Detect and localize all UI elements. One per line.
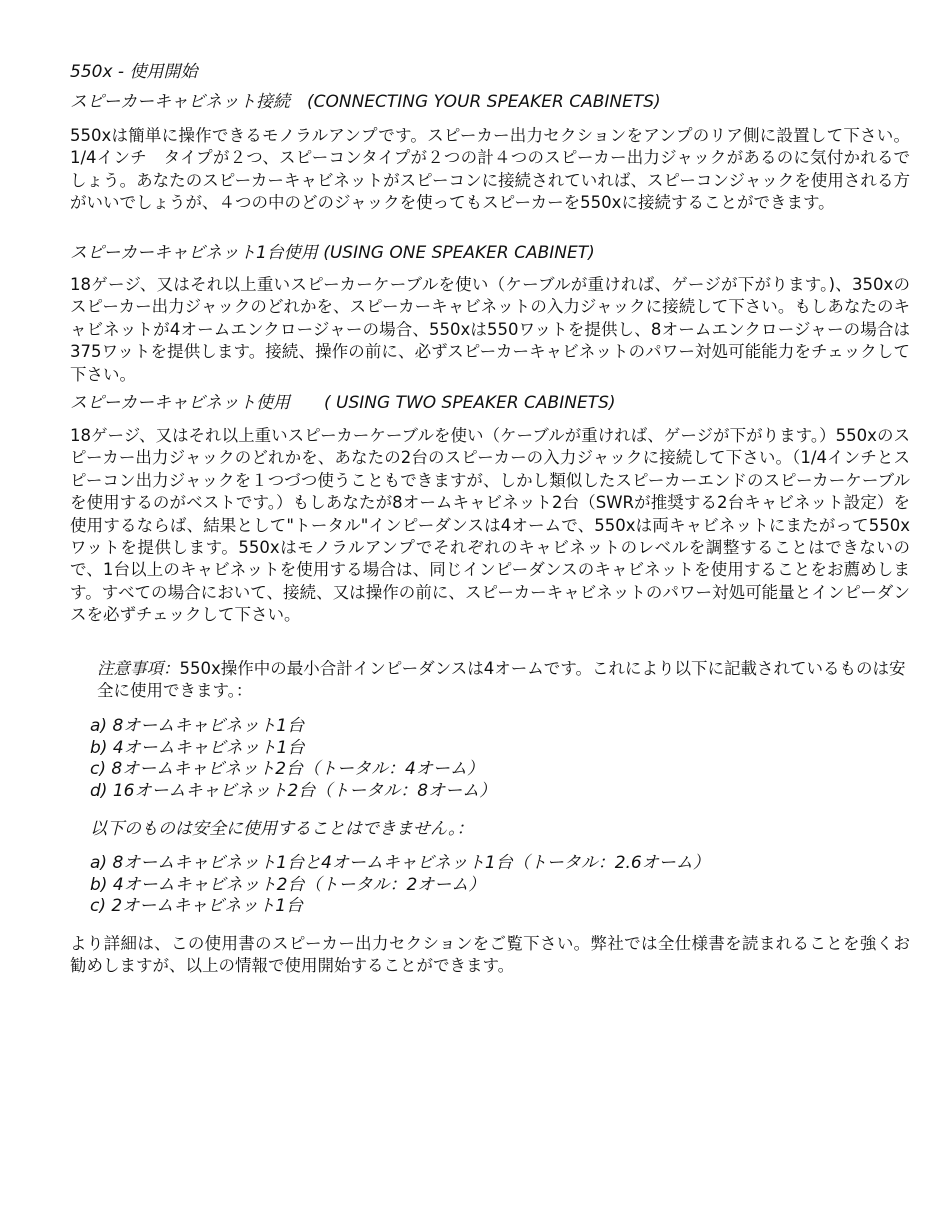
safe-configurations-list [90, 716, 496, 802]
unsafe-intro: 以下のものは安全に使用することはできません。： [90, 819, 474, 839]
list-item: a) 8オームキャビネット1台 [90, 716, 305, 736]
list-item: c) 2オームキャビネット1台 [90, 896, 304, 916]
caution-note [97, 658, 910, 703]
list-item: d) 16オームキャビネット2台（トータル：8オーム） [90, 780, 497, 801]
list-item: b) 4オームキャビネット2台（トータル：2オーム） [90, 874, 486, 895]
paragraph-one-cabinet: 18ゲージ、又はそれ以上重いスピーカーケーブルを使い（ケーブルが重ければ、ゲージが下がります。)、350xのスピーカー出力ジャックのどれかを、スピーカーキャビネットの入力ジャックに接続して下さい。もしあなたのキャビネットが4オームエンクロージャーの場合、550xは550ワットを提供し、8オームエンクロージャーの場合は375ワットを提供します。接続、操作の前に、必ずスピーカーキャビネットのパワー対処可能能力をチェックして下さい。 [70, 275, 910, 384]
section-heading-one-cabinet: スピーカーキャビネット1台使用 (USING ONE SPEAKER CABINET) [70, 243, 595, 263]
page-title: 550x - 使用開始 [70, 62, 198, 82]
section-heading-two-cabinets: スピーカーキャビネット使用 ( USING TWO SPEAKER CABINETS) [70, 393, 616, 413]
paragraph-connecting: 550xは簡単に操作できるモノラルアンプです。スピーカー出力セクションをアンプのリア側に設置して下さい。1/4インチ タイプが２つ、スピーコンタイプが２つの計４つのスピーカー出力ジャックがあるのに気付かれるでしょう。あなたのスピーカーキャビネットがスピーコンに接続されていれば、スピーコンジャックを使用される方がいいでしょうが、４つの中のどのジャックを使ってもスピーカーを550xに接続することができます。 [70, 126, 910, 213]
list-item: c) 8オームキャビネット2台（トータル：4オーム） [90, 759, 484, 779]
closing-paragraph: より詳細は、この使用書のスピーカー出力セクションをご覧下さい。弊社では全仕様書を読まれることを強くお勧めしますが、以上の情報で使用開始することができます。 [70, 934, 910, 976]
caution-label: 注意事項： [97, 659, 180, 678]
section-heading-connecting: スピーカーキャビネット接続 (CONNECTING YOUR SPEAKER CABINETS) [70, 92, 661, 112]
unsafe-configurations-list [90, 853, 710, 918]
list-item: b) 4オームキャビネット1台 [90, 737, 305, 758]
paragraph-two-cabinets: 18ゲージ、又はそれ以上重いスピーカーケーブルを使い（ケーブルが重ければ、ゲージが下がります。）550xのスピーカー出力ジャックのどれかを、あなたの2台のスピーカーの入力ジャックに接続して下さい。（1/4インチとスピーコン出力ジャックを１つづつ使うこともできますが、しかし類似したスピーカーエンドのスピーカーケーブルを使用するのがベストです。）もしあなたが8オームキャビネット2台（SWRが推奨する2台キャビネット設定）を使用するならば、結果として"トータル"インピーダンスは4オームで、550xは両キャビネットにまたがって550xワットを提供します。550xはモノラルアンプでそれぞれのキャビネットのレベルを調整することはできないので、1台以上のキャビネットを使用する場合は、同じインピーダンスのキャビネットを使用することをお薦めします。すべての場合において、接続、又は操作の前に、スピーカーキャビネットのパワー対処可能量とインピーダンスを必ずチェックして下さい。 [70, 426, 910, 625]
list-item: a) 8オームキャビネット1台と4オームキャビネット1台（トータル：2.6オーム） [90, 853, 710, 873]
caution-text: 550x操作中の最小合計インピーダンスは4オームです。これにより以下に記載されているものは安全に使用できます。： [97, 659, 906, 701]
